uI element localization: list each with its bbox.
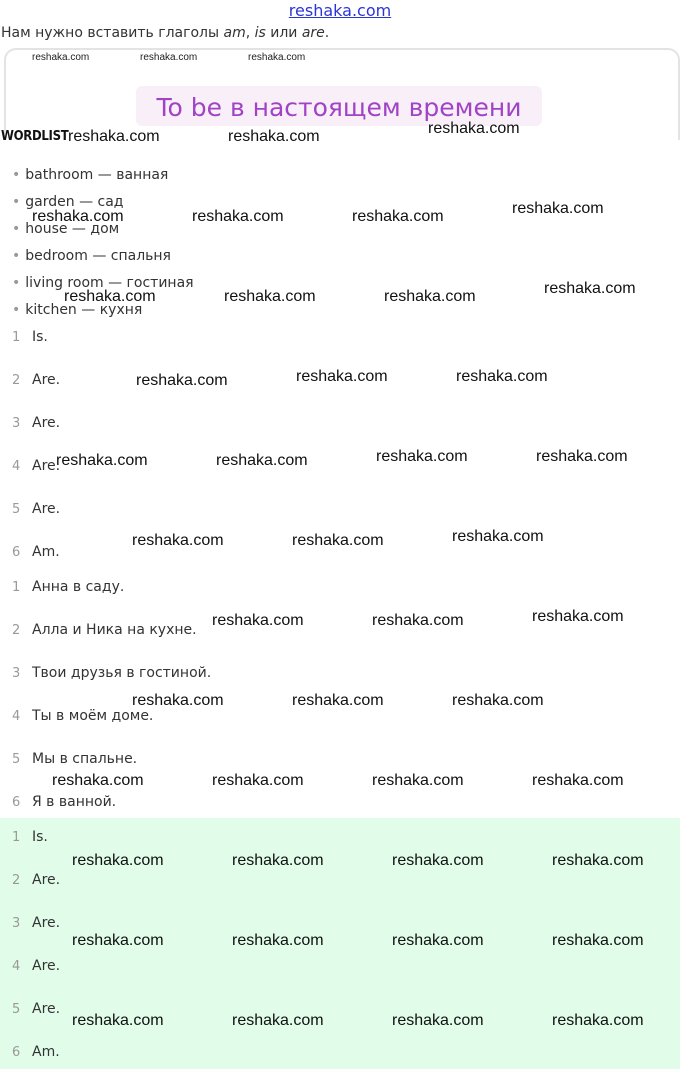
watermark: reshaka.com [384, 288, 476, 305]
wordlist-item [12, 167, 168, 183]
watermark: reshaka.com [552, 852, 644, 869]
watermark: reshaka.com [72, 852, 164, 869]
watermark: reshaka.com [456, 368, 548, 385]
watermark: reshaka.com [536, 448, 628, 465]
watermark: reshaka.com [532, 772, 624, 789]
intro-are: are [301, 25, 325, 41]
answer-item [12, 915, 60, 931]
watermark: reshaka.com [512, 200, 604, 217]
wordlist-item-text: living room — гостиная [25, 275, 194, 291]
answer-item [12, 372, 60, 388]
translation-item [12, 579, 124, 595]
answer-number: 1 [12, 830, 21, 845]
translation-text: Алла и Ника на кухне. [32, 622, 197, 638]
watermark: reshaka.com [72, 932, 164, 949]
answer-number: 3 [12, 416, 21, 431]
translation-item [12, 708, 153, 724]
translation-text: Я в ванной. [32, 794, 117, 810]
watermark: reshaka.com [132, 532, 224, 549]
banner-title: To be в настоящем времени [156, 93, 522, 122]
translation-number: 5 [12, 752, 21, 767]
translation-number: 4 [12, 709, 21, 724]
bullet-icon: • [12, 275, 21, 291]
wordlist-item-text: house — дом [25, 221, 120, 237]
intro-prefix: Нам нужно вставить глаголы [1, 25, 224, 41]
watermark: reshaka.com [68, 128, 160, 145]
watermark: reshaka.com [452, 528, 544, 545]
translation-text: Твои друзья в гостиной. [32, 665, 212, 681]
answer-text: Are. [32, 501, 61, 517]
watermark: reshaka.com [376, 448, 468, 465]
translation-number: 1 [12, 580, 21, 595]
answer-number: 5 [12, 502, 21, 517]
answer-item [12, 544, 60, 560]
watermark: reshaka.com [452, 692, 544, 709]
watermark: reshaka.com [56, 452, 148, 469]
watermark: reshaka.com [428, 120, 520, 137]
watermark: reshaka.com [392, 852, 484, 869]
bullet-icon: • [12, 221, 21, 237]
watermark: reshaka.com [532, 608, 624, 625]
answer-number: 4 [12, 459, 21, 474]
answer-text: Are. [32, 872, 61, 888]
watermark: reshaka.com [136, 372, 228, 389]
watermark: reshaka.com [552, 1012, 644, 1029]
answer-text: Are. [32, 372, 61, 388]
answer-number: 4 [12, 959, 21, 974]
watermark: reshaka.com [32, 52, 90, 63]
watermark: reshaka.com [552, 932, 644, 949]
watermark: reshaka.com [32, 208, 124, 225]
translation-number: 6 [12, 795, 21, 810]
watermark: reshaka.com [392, 1012, 484, 1029]
wordlist-item-text: bathroom — ванная [25, 167, 169, 183]
answer-item [12, 829, 48, 845]
watermark: reshaka.com [52, 772, 144, 789]
answer-item [12, 1044, 60, 1060]
watermark: reshaka.com [372, 612, 464, 629]
answer-item [12, 958, 60, 974]
answer-text: Are. [32, 415, 61, 431]
wordlist-item-text: garden — сад [25, 194, 124, 210]
answer-text: Are. [32, 458, 61, 474]
watermark: reshaka.com [296, 368, 388, 385]
watermark: reshaka.com [228, 128, 320, 145]
translation-item [12, 665, 211, 681]
watermark: reshaka.com [292, 692, 384, 709]
intro-sep: или [265, 25, 302, 41]
wordlist-item-text: bedroom — спальня [25, 248, 171, 264]
watermark: reshaka.com [132, 692, 224, 709]
answer-item [12, 1001, 60, 1017]
answer-item [12, 501, 60, 517]
watermark: reshaka.com [232, 852, 324, 869]
watermark: reshaka.com [352, 208, 444, 225]
answer-number: 6 [12, 545, 21, 560]
watermark: reshaka.com [544, 280, 636, 297]
watermark: reshaka.com [232, 932, 324, 949]
site-link[interactable]: reshaka.com [288, 1, 392, 20]
watermark: reshaka.com [212, 612, 304, 629]
answer-text: Are. [32, 958, 61, 974]
translation-text: Мы в спальне. [32, 751, 138, 767]
translation-text: Анна в саду. [32, 579, 125, 595]
watermark: reshaka.com [140, 52, 198, 63]
bullet-icon: • [12, 248, 21, 264]
bullet-icon: • [12, 194, 21, 210]
intro-is: is [254, 25, 266, 41]
intro-sep: , [245, 25, 255, 41]
translation-text: Ты в моём доме. [32, 708, 154, 724]
answer-text: Are. [32, 1001, 61, 1017]
wordlist-item [12, 248, 171, 264]
translation-item [12, 622, 197, 638]
translation-number: 2 [12, 623, 21, 638]
watermark: reshaka.com [192, 208, 284, 225]
answer-item [12, 415, 60, 431]
wordlist-item-text: kitchen — кухня [25, 302, 143, 318]
answer-number: 3 [12, 916, 21, 931]
answer-text: Are. [32, 915, 61, 931]
watermark: reshaka.com [392, 932, 484, 949]
watermark: reshaka.com [232, 1012, 324, 1029]
wordlist-title: WORDLIST [1, 129, 69, 144]
answer-text: Is. [32, 329, 48, 345]
answer-number: 2 [12, 373, 21, 388]
translation-item [12, 794, 116, 810]
answer-text: Am. [32, 544, 60, 560]
task-instruction [1, 25, 329, 41]
translation-number: 3 [12, 666, 21, 681]
watermark: reshaka.com [292, 532, 384, 549]
answer-number: 6 [12, 1045, 21, 1060]
translation-item [12, 751, 137, 767]
watermark: reshaka.com [212, 772, 304, 789]
watermark: reshaka.com [224, 288, 316, 305]
intro-am: am [223, 25, 246, 41]
answer-text: Is. [32, 829, 48, 845]
bullet-icon: • [12, 167, 21, 183]
answer-item [12, 458, 60, 474]
answer-item [12, 872, 60, 888]
watermark: reshaka.com [72, 1012, 164, 1029]
watermark: reshaka.com [64, 288, 156, 305]
answer-number: 1 [12, 330, 21, 345]
watermark: reshaka.com [216, 452, 308, 469]
bullet-icon: • [12, 302, 21, 318]
intro-suffix: . [324, 25, 330, 41]
answer-text: Am. [32, 1044, 60, 1060]
answer-number: 5 [12, 1002, 21, 1017]
answer-item [12, 329, 48, 345]
watermark: reshaka.com [372, 772, 464, 789]
answer-number: 2 [12, 873, 21, 888]
watermark: reshaka.com [248, 52, 306, 63]
